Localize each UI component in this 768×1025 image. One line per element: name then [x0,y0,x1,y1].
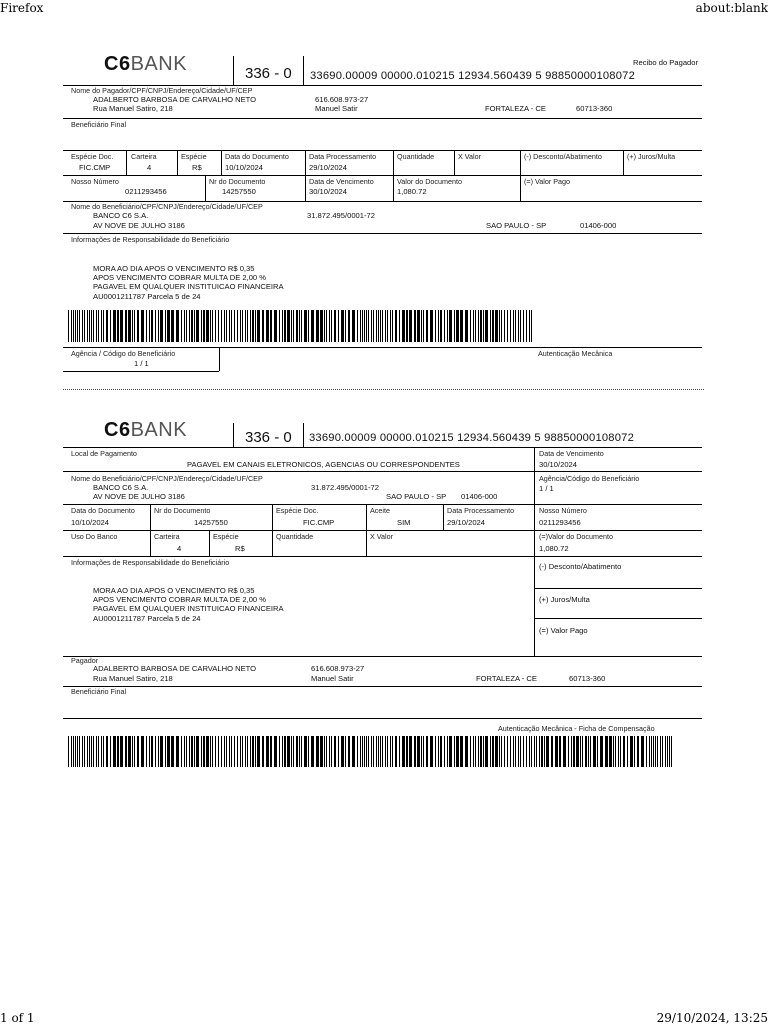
agencia-value: 1 / 1 [134,359,149,368]
especie-doc-value: FIC.CMP [79,163,111,172]
page-counter: 1 of 1 [0,1011,35,1025]
beneficiario-city: SAO PAULO - SP [386,492,447,501]
info-line: PAGAVEL EM QUALQUER INSTITUICAO FINANCEIRA [93,282,284,291]
agencia-value: 1 / 1 [539,484,554,493]
data-processamento-value: 29/10/2024 [447,518,486,527]
agencia-label: Agência/Código do Beneficiário [539,474,640,483]
bank-code: 336 - 0 [245,429,292,446]
c6-bank-logo: C6BANK [104,419,188,441]
especie-value: R$ [192,163,202,172]
print-datetime: 29/10/2024, 13:25 [656,1011,768,1025]
pagador-address: Rua Manuel Satiro, 218 [93,674,173,683]
desconto-label: (-) Desconto/Abatimento [539,562,622,571]
pagador-cep: 60713-360 [569,674,606,683]
local-pagamento-label: Local de Pagamento [71,449,137,458]
especie-doc-label: Espécie Doc. [71,152,114,161]
info-label: Informações de Responsabilidade do Beneficiário [71,558,230,567]
info-line: AU0001211787 Parcela 5 de 24 [93,614,201,623]
valor-documento-value: 1,080.72 [539,544,569,553]
beneficiario-cnpj: 31.872.495/0001-72 [311,483,379,492]
valor-pago-label: (=) Valor Pago [539,626,588,635]
info-line: MORA AO DIA APOS O VENCIMENTO R$ 0,35 [93,586,255,595]
info-line: MORA AO DIA APOS O VENCIMENTO R$ 0,35 [93,264,255,273]
beneficiario-label: Nome do Beneficiário/CPF/CNPJ/Endereço/Cidade/UF/CEP [71,202,263,211]
agencia-label: Agência / Código do Beneficiário [71,349,176,358]
digitable-line: 33690.00009 00000.010215 12934.560439 5 98850000108072 [309,432,634,444]
beneficiario-address: AV NOVE DE JULHO 3186 [93,221,185,230]
recibo-title: Recibo do Pagador [633,58,699,67]
pagador-cpf: 616.608.973-27 [311,664,365,673]
pagador-cpf: 616.608.973-27 [315,95,369,104]
beneficiario-cep: 01406-000 [580,221,617,230]
autenticacao-label: Autenticação Mecânica [538,349,613,358]
data-documento-value: 10/10/2024 [225,163,264,172]
data-processamento-label: Data Processamento [309,152,377,161]
quantidade-label: Quantidade [397,152,435,161]
beneficiario-cnpj: 31.872.495/0001-72 [307,211,375,220]
x-valor-label: X Valor [370,532,394,541]
browser-title: Firefox [0,1,44,15]
nosso-numero-value: 0211293456 [125,187,167,196]
barcode-ficha [68,736,672,767]
juros-label: (+) Juros/Multa [539,595,590,604]
autenticacao-label: Autenticação Mecânica - Ficha de Compensação [498,724,655,733]
vencimento-label: Data de Vencimento [539,449,604,458]
carteira-label: Carteira [154,532,180,541]
nr-documento-label: Nr do Documento [209,177,266,186]
valor-pago-label: (=) Valor Pago [524,177,571,186]
data-vencimento-label: Data de Vencimento [309,177,374,186]
pagador-bairro: Manuel Satir [311,674,354,683]
desconto-label: (-) Desconto/Abatimento [524,152,602,161]
valor-documento-label: Valor do Documento [397,177,462,186]
info-line: APOS VENCIMENTO COBRAR MULTA DE 2,00 % [93,595,267,604]
especie-doc-label: Espécie Doc. [276,506,319,515]
data-documento-label: Data do Documento [225,152,289,161]
data-vencimento-value: 30/10/2024 [309,187,348,196]
data-processamento-label: Data Processamento [447,506,515,515]
local-pagamento-value: PAGAVEL EM CANAIS ELETRONICOS, AGENCIAS OU CORRESPONDENTES [187,460,460,469]
cut-line [63,389,704,390]
x-valor-label: X Valor [458,152,482,161]
especie-label: Espécie [213,532,239,541]
data-documento-label: Data do Documento [71,506,135,515]
carteira-label: Carteira [131,152,157,161]
uso-banco-label: Uso Do Banco [71,532,118,541]
digitable-line: 33690.00009 00000.010215 12934.560439 5 98850000108072 [310,70,635,82]
info-line: PAGAVEL EM QUALQUER INSTITUICAO FINANCEIRA [93,604,284,613]
vencimento-value: 30/10/2024 [539,460,578,469]
nr-documento-value: 14257550 [222,187,256,196]
pagador-cep: 60713-360 [576,104,613,113]
aceite-value: SIM [397,518,411,527]
nosso-numero-value: 0211293456 [539,518,581,527]
info-line: APOS VENCIMENTO COBRAR MULTA DE 2,00 % [93,273,267,282]
especie-label: Espécie [181,152,207,161]
nosso-numero-label: Nosso Número [71,177,119,186]
info-label: Informações de Responsabilidade do Beneficiário [71,235,230,244]
carteira-value: 4 [177,544,182,553]
pagador-label: Nome do Pagador/CPF/CNPJ/Endereço/Cidade/UF/CEP [71,86,253,95]
beneficiario-name: BANCO C6 S.A. [93,211,149,220]
quantidade-label: Quantidade [276,532,314,541]
pagador-name: ADALBERTO BARBOSA DE CARVALHO NETO [93,95,257,104]
pagador-label: Pagador [71,656,99,665]
especie-value: R$ [235,544,245,553]
valor-documento-label: (=)Valor do Documento [539,532,613,541]
beneficiario-label: Nome do Beneficiário/CPF/CNPJ/Endereço/Cidade/UF/CEP [71,474,263,483]
pagador-city: FORTALEZA - CE [476,674,537,683]
beneficiario-name: BANCO C6 S.A. [93,483,149,492]
especie-doc-value: FIC.CMP [303,518,335,527]
nr-documento-label: Nr do Documento [154,506,211,515]
browser-url: about:blank [695,1,768,15]
pagador-address: Rua Manuel Satiro, 218 [93,104,173,113]
data-documento-value: 10/10/2024 [71,518,110,527]
c6-bank-logo: C6BANK [104,53,188,75]
carteira-value: 4 [147,163,152,172]
data-processamento-value: 29/10/2024 [309,163,348,172]
valor-documento-value: 1,080.72 [397,187,427,196]
juros-label: (+) Juros/Multa [627,152,676,161]
pagador-bairro: Manuel Satir [315,104,358,113]
nosso-numero-label: Nosso Número [539,506,587,515]
pagador-name: ADALBERTO BARBOSA DE CARVALHO NETO [93,664,257,673]
beneficiario-address: AV NOVE DE JULHO 3186 [93,492,185,501]
beneficiario-city: SAO PAULO - SP [486,221,547,230]
aceite-label: Aceite [370,506,390,515]
beneficiario-final-label: Beneficiário Final [71,687,127,696]
beneficiario-cep: 01406-000 [461,492,498,501]
info-line: AU0001211787 Parcela 5 de 24 [93,292,201,301]
pagador-city: FORTALEZA - CE [485,104,546,113]
nr-documento-value: 14257550 [194,518,228,527]
beneficiario-final-label: Beneficiário Final [71,120,127,129]
barcode-recibo [68,310,534,342]
bank-code: 336 - 0 [245,65,292,82]
